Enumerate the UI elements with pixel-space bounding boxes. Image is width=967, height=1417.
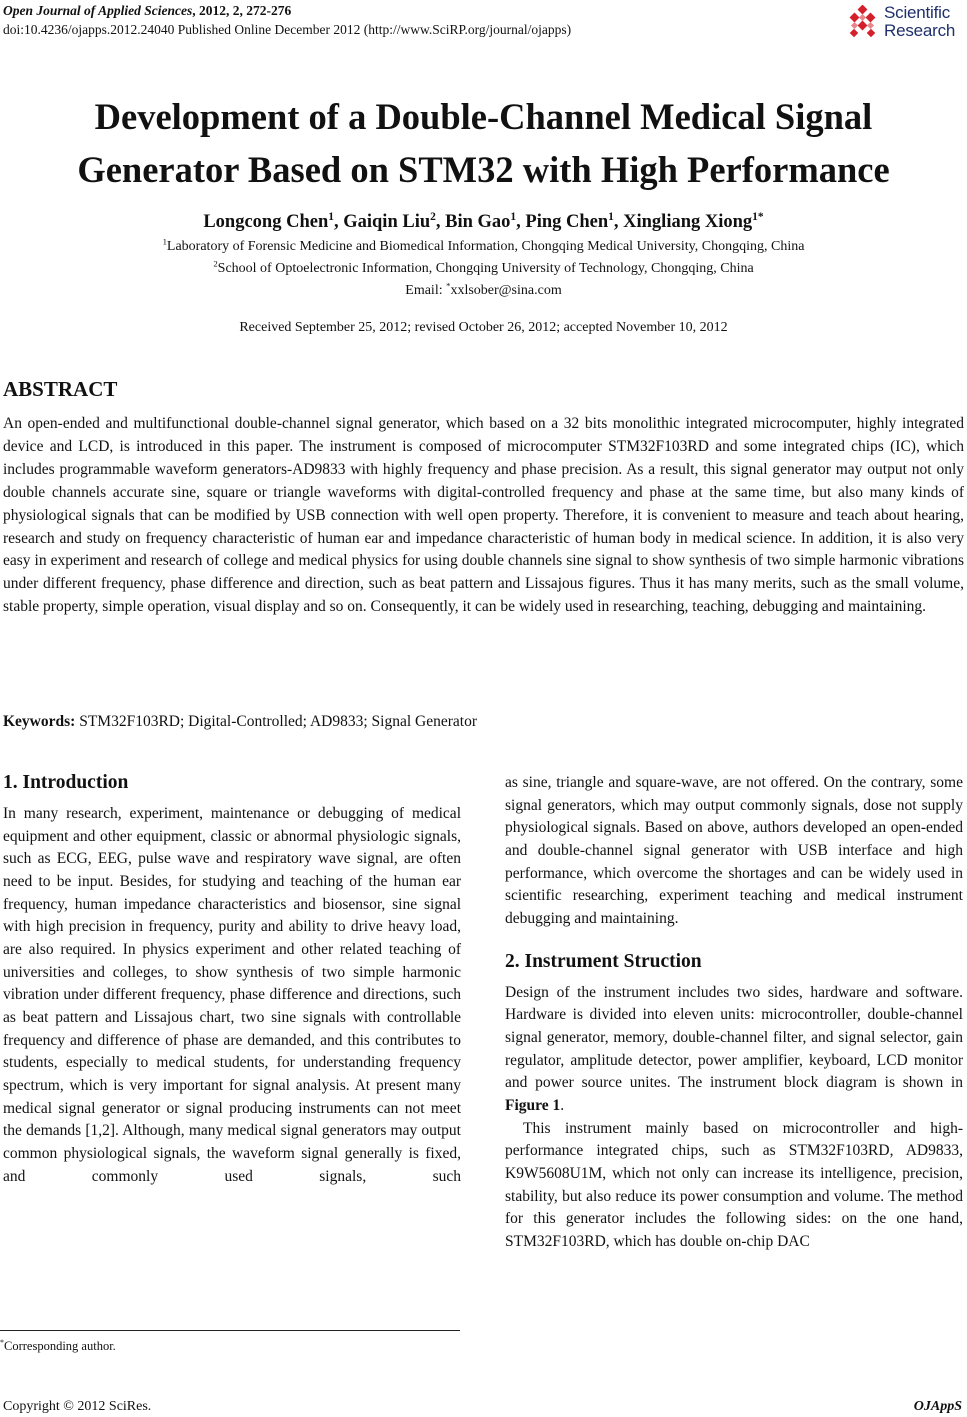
email-address[interactable]: xxlsober@sina.com: [450, 283, 562, 298]
figure-1-reference[interactable]: Figure 1: [505, 1096, 561, 1114]
journal-abbreviation: OJAppS: [913, 1399, 962, 1414]
author-separator: ,: [333, 212, 344, 232]
left-column: [3, 769, 461, 1188]
author-list: [0, 210, 967, 234]
title-line-1: Development of a Double-Channel Medical Signal: [94, 96, 873, 137]
paper-title: [0, 90, 967, 196]
section-1-heading: 1. Introduction: [3, 772, 129, 793]
author-affil-sup: 1: [510, 210, 517, 223]
section-2-text-end: .: [560, 1096, 565, 1114]
footnote-sup: *: [0, 1337, 4, 1347]
author-affil-sup: 1*: [752, 210, 764, 223]
footnote-text: Corresponding author.: [4, 1339, 116, 1353]
logo-line-2: Research: [884, 21, 956, 40]
affiliation-1: [0, 238, 967, 256]
section-2-text: Design of the instrument includes two sides, hardware and software. Hardware is divided into eleven units: microcontroller, double-channel signal generator, memory, double-channel filter, and signal selector, gain regulator, amplitude detector, power amplifier, keyboard, LCD monitor and power source unites. The instrument block diagram is shown in: [505, 983, 963, 1092]
email-label: Email:: [405, 283, 447, 298]
author-separator: ,: [516, 212, 526, 232]
author-affil-sup: 1: [608, 210, 614, 223]
author-name: Longcong Chen: [203, 212, 329, 232]
author-separator: ,: [435, 212, 446, 232]
author-name: Xingliang Xiong: [623, 212, 753, 232]
section-2-heading: 2. Instrument Struction: [505, 950, 702, 972]
keywords-line: [3, 711, 477, 733]
section-1-paragraph-left: [3, 803, 461, 1188]
affiliation-sup: 1: [162, 236, 167, 247]
journal-citation: [3, 2, 291, 20]
author-name: Bin Gao: [445, 212, 511, 232]
footnote: [0, 1337, 116, 1355]
scirp-logo: [846, 3, 964, 43]
copyright: Copyright © 2012 SciRes.: [3, 1399, 152, 1414]
scirp-logo-icon: [846, 5, 880, 39]
author-affil-sup: 2: [430, 210, 436, 223]
author-name: Ping Chen: [525, 212, 609, 232]
title-line-2: Generator Based on STM32 with High Performance: [77, 149, 890, 190]
journal-volume: , 2012, 2, 272-276: [192, 3, 292, 18]
keywords-text: STM32F103RD; Digital-Controlled; AD9833; Signal Generator: [75, 713, 478, 730]
abstract-heading: ABSTRACT: [3, 377, 118, 401]
section-1-text: In many research, experiment, maintenance or debugging of medical equipment and other equipment, classic or abnormal physiologic signals, such as ECG, EEG, pulse wave and respiratory wave signal, are often need to be input. Besides, for studying and teaching of the human ear frequency, human impedance characteristics and biosensor, sine signal with high precision in frequency, purity and ability to drive heavy load, are also required. In physics experiment and other related teaching of universities and colleges, to show synthesis of two simple harmonic vibration under different frequency, phase difference and directions, such as beat pattern and Lissajous chart, two sine signals with controllable frequency and difference of phase are demanded, and this contributes to students, especially to medical students, for understanding frequency spectrum, which is very important for signal analysis. At present many medical signal generator or signal producing instruments can not meet the demands [1,2]. Although, many medical signal generators may output common physiological signals, the waveform signal generally is fixed, and commonly used signals, such: [3, 805, 461, 1185]
affiliation-sup: 2: [213, 258, 218, 269]
affiliation-text: Laboratory of Forensic Medicine and Biomedical Information, Chongqing Medical University, Chongqing, China: [166, 239, 805, 254]
section-2-paragraph-2: This instrument mainly based on microcontroller and high-performance integrated chips, such as STM32F103RD, AD9833, K9W5608U1M, which not only can increase its intelligence, precision, stability, but also reduce its power consumption and volume. The method for this generator includes the following sides: on the one hand, STM32F103RD, which has double on-chip DAC: [505, 1119, 963, 1250]
right-column: [505, 772, 963, 1253]
logo-text: [884, 4, 955, 40]
affiliation-text: School of Optoelectronic Information, Chongqing University of Technology, Chongqing, China: [217, 261, 754, 276]
email-line: [0, 282, 967, 300]
logo-line-1: Scientific: [884, 3, 951, 22]
section-1-paragraph-continued: as sine, triangle and square-wave, are not offered. On the contrary, some signal generators, which may output commonly signals, dose not supply physiological signals. Based on above, authors developed an open-ended and double-channel signal generator with USB interface and high performance, which overcome the shortages and can be widely used in scientific researching, experiment teaching and medical instrument debugging and maintaining.: [505, 774, 963, 927]
author-affil-sup: 1: [328, 210, 334, 223]
affiliation-2: [0, 260, 967, 278]
author-separator: ,: [613, 212, 624, 232]
keywords-label: Keywords:: [3, 713, 76, 730]
section-2-paragraph-1: [505, 982, 963, 1118]
doi-line: doi:10.4236/ojapps.2012.24040 Published Online December 2012 (http://www.SciRP.org/journal/ojapps): [3, 22, 572, 37]
abstract-text: An open-ended and multifunctional double-channel signal generator, which based on a 32 bits monolithic integrated microcomputer, highly integrated device and LCD, is introduced in this paper. The instrument is composed of microcomputer STM32F103RD and some integrated chips (IC), which includes programmable waveform generators-AD9833 with highly frequency and phase precision. As a result, this signal generator may output not only double channels accurate sine, square or triangle waveforms with digital-controlled frequency and phase at the same time, but also many kinds of physiological signals that can be modified by USB connection with well open property. Therefore, it is convenient to measure and teach about hearing, research and study on frequency characteristic of human ear and impedance characteristic of human body in medical science. In addition, it is also very easy in experiment and research of college and medical physics for using double channels sine signal to show synthesis of two simple harmonic vibrations under different frequency, phase difference and direction, such as beat pattern and Lissajous figures. Thus it has many merits, such as the small volume, stable property, simple operation, visual display and so on. Consequently, it can be widely used in researching, teaching, debugging and maintaining.: [3, 415, 964, 616]
author-name: Gaiqin Liu: [343, 212, 431, 232]
footnote-rule: [0, 1330, 460, 1331]
journal-name: Open Journal of Applied Sciences: [3, 3, 193, 18]
received-dates: Received September 25, 2012; revised October 26, 2012; accepted November 10, 2012: [239, 320, 728, 335]
email-sup: *: [446, 280, 451, 291]
